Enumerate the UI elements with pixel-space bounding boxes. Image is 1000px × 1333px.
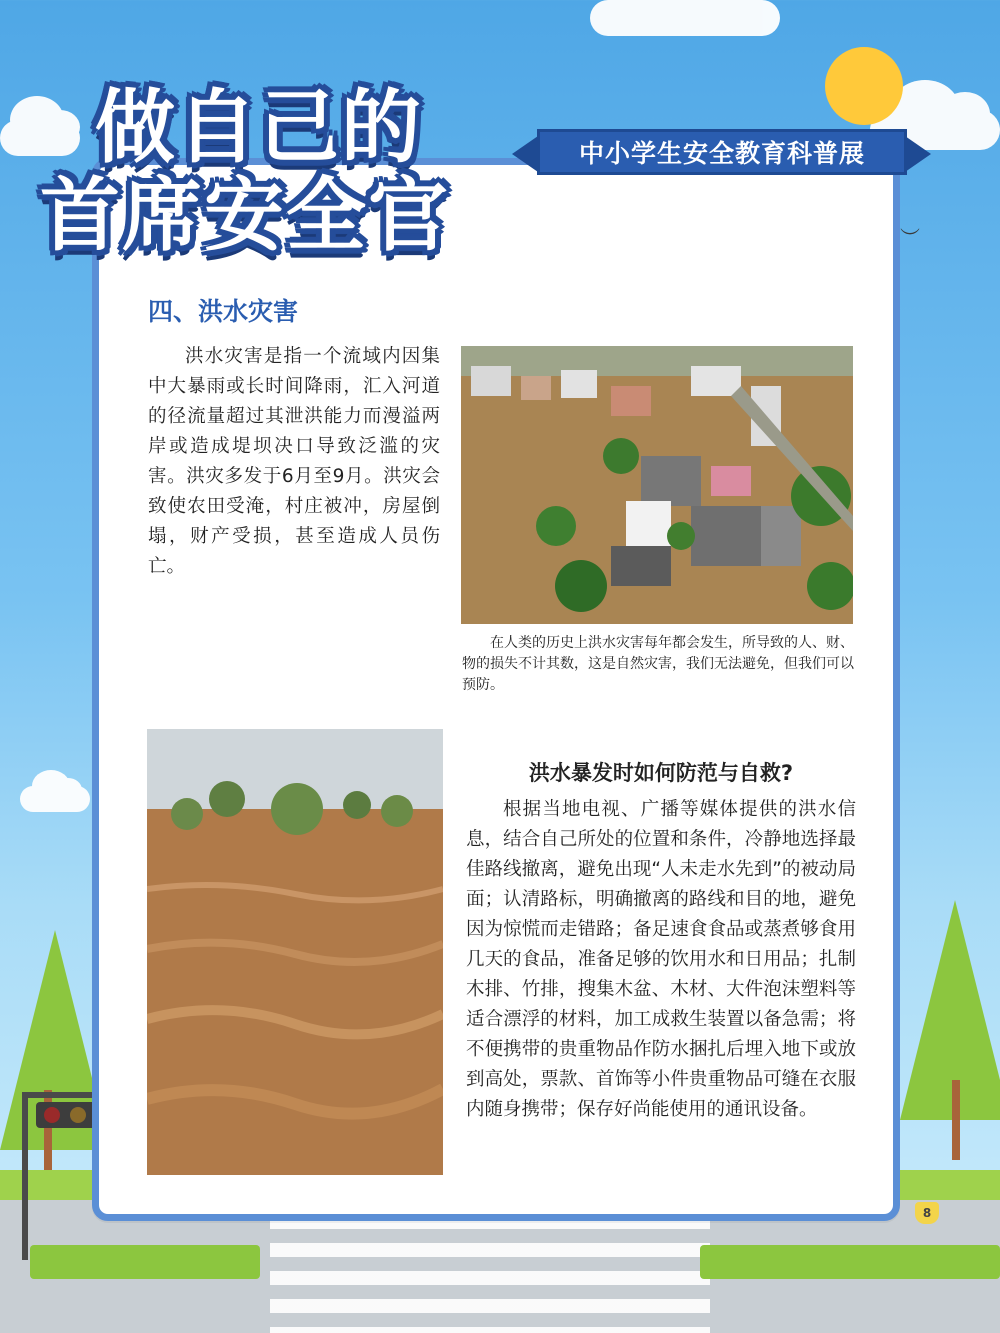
page-number: 8: [915, 1202, 939, 1224]
traffic-light-pole: [22, 1092, 28, 1260]
cloud-decoration: [20, 786, 90, 812]
intro-paragraph: 洪水灾害是指一个流域内因集中大暴雨或长时间降雨，汇入河道的径流量超过其泄洪能力而漫溢两岸或造成堤坝决口导致泛滥的灾害。洪灾多发于6月至9月。洪灾会致使农田受淹，村庄被冲，房屋倒塌，财产受损，甚至造成人员伤亡。: [148, 346, 440, 577]
cloud-decoration: [0, 120, 80, 156]
yellow-lamp: [70, 1107, 86, 1123]
self-rescue-heading: 洪水暴发时如何防范与自救?: [528, 761, 794, 785]
tree-trunk: [952, 1080, 960, 1160]
flood-river-photo: [147, 729, 443, 1175]
flooded-village-illustration: [461, 346, 853, 624]
banner-tail: [512, 136, 538, 172]
flood-river-illustration: [147, 729, 443, 1175]
bird-icon: ︶: [900, 226, 920, 250]
banner: 中小学生安全教育科普展: [537, 129, 907, 175]
red-lamp: [44, 1107, 60, 1123]
tree-icon: [900, 900, 1000, 1120]
lawn: [30, 1245, 260, 1279]
lawn: [700, 1245, 1000, 1279]
photo-caption: 在人类的历史上洪水灾害每年都会发生，所导致的人、财、物的损失不计其数，这是自然灾害，我们无法避免，但我们可以预防。: [462, 635, 854, 693]
flooded-village-photo: [461, 346, 853, 624]
cloud-decoration: [590, 0, 780, 36]
section-heading: 四、洪水灾害: [148, 297, 299, 326]
page-title-line1: 做自己的: [95, 81, 423, 174]
crosswalk: [270, 1215, 710, 1333]
self-rescue-paragraph: 根据当地电视、广播等媒体提供的洪水信息，结合自己所处的位置和条件，冷静地选择最佳路线撤离，避免出现“人未走水先到”的被动局面；认清路标，明确撤离的路线和目的地，避免因为惊慌而走错路；备足速食食品或蒸煮够食用几天的食品，准备足够的饮用水和日用品；扎制木排、竹排，搜集木盆、木材、大件泡沫塑料等适合漂浮的材料，加工成救生装置以备急需；将不便携带的贵重物品作防水捆扎后埋入地下或放到高处，票款、首饰等小件贵重物品可缝在衣服内随身携带；保存好尚能使用的通讯设备。: [466, 799, 856, 1120]
banner-tail: [905, 136, 931, 172]
page-title-line2: 首席安全官: [40, 169, 450, 262]
sun-icon: [825, 47, 903, 125]
